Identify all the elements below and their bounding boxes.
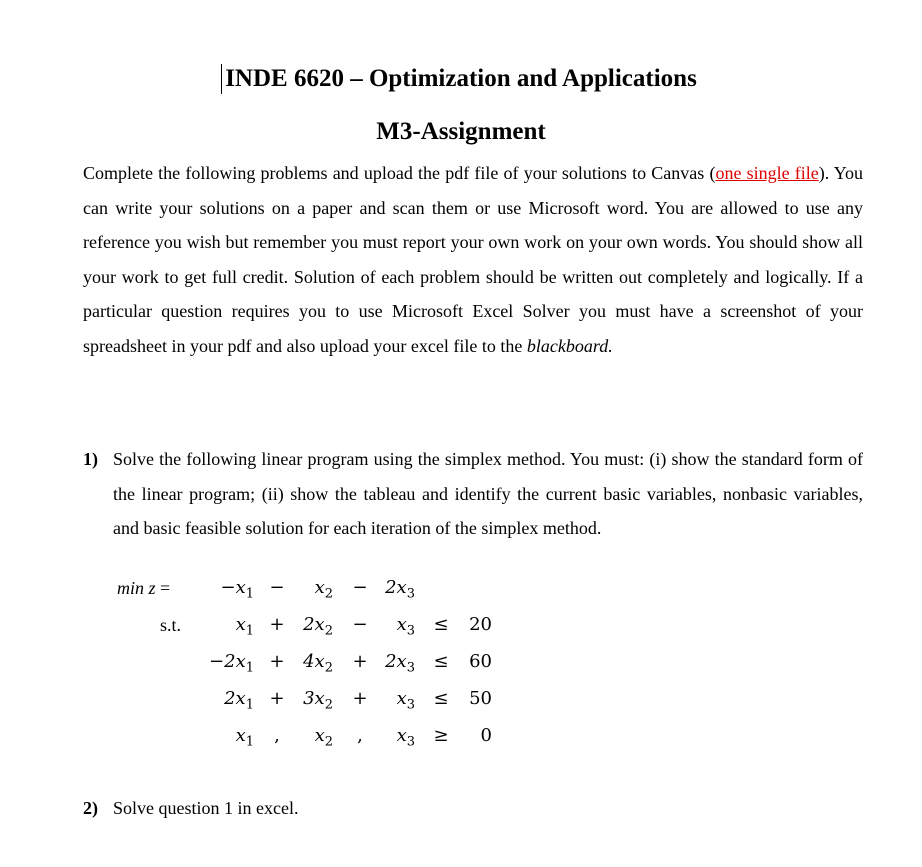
- lp-row-3-rhs: 60: [469, 651, 492, 672]
- lp-row-3-term-x1: [194, 651, 254, 680]
- lp-row-5-term-x1-coef: x: [235, 725, 246, 746]
- lp-row-4-relation: ≤: [433, 688, 449, 709]
- lp-row-1-term-x2: [273, 577, 333, 606]
- lp-row-4-rhs: 50: [469, 688, 492, 709]
- lp-row-2-term-x3: [355, 614, 415, 643]
- question-2: [83, 791, 863, 826]
- instructions-text-2: ). You can write your solutions on a paper and scan them or use Microsoft word. You are allowed to use any reference you wish but remember you must report your own work on your own words. You should show all your work to get full credit. Solution of each problem should be written out completely and logically. If a particular question requires you to use Microsoft Excel Solver you must have a screenshot of your spreadsheet in your pdf and also upload your excel file to the: [83, 163, 863, 356]
- lp-row-5-term-x2-coef: x: [314, 725, 325, 746]
- lp-row-3-relation: ≤: [433, 651, 449, 672]
- assignment-title: M3-Assignment: [376, 118, 546, 145]
- question-2-number: 2): [83, 798, 98, 818]
- lp-row-2-op-1: +: [269, 614, 285, 635]
- lp-row-5-term-x1: [194, 725, 254, 754]
- lp-row-4-term-x1: [194, 688, 254, 717]
- lp-row-1-term-x3-coef: 2x: [385, 577, 407, 598]
- lp-row-1-term-x2-coef: x: [314, 577, 325, 598]
- lp-row-5-term-x3-subscript: 3: [406, 734, 415, 750]
- lp-row-2-op-2: −: [352, 614, 368, 635]
- lp-row-1-op-2: −: [352, 577, 368, 598]
- lp-row-4-term-x2-coef: 3x: [303, 688, 325, 709]
- lp-row-3-op-1: +: [269, 651, 285, 672]
- lp-row-4-term-x1-subscript: 1: [245, 697, 254, 713]
- course-title: INDE 6620 – Optimization and Applications: [225, 65, 697, 92]
- question-1-number: 1): [83, 449, 98, 469]
- question-2-text: Solve question 1 in excel.: [113, 798, 299, 818]
- one-single-file-link[interactable]: one single file: [715, 163, 819, 183]
- objective-label: min z =: [117, 578, 171, 598]
- lp-row-5-relation: ≥: [433, 725, 449, 746]
- lp-row-2-term-x2-subscript: 2: [324, 623, 333, 639]
- lp-row-1-term-x1-coef: −x: [220, 577, 246, 598]
- lp-row-2-term-x1: [194, 614, 254, 643]
- lp-row-2-relation: ≤: [433, 614, 449, 635]
- lp-row-2-term-x1-subscript: 1: [245, 623, 254, 639]
- blackboard-emphasis: blackboard.: [526, 335, 613, 356]
- lp-row-3-term-x3-subscript: 3: [406, 660, 415, 676]
- lp-row-2-term-x1-coef: x: [235, 614, 246, 635]
- lp-row-1-term-x2-subscript: 2: [324, 586, 333, 602]
- lp-row-5-term-x3-coef: x: [396, 725, 407, 746]
- lp-row-4-op-2: +: [352, 688, 368, 709]
- lp-row-2-term-x3-coef: x: [396, 614, 407, 635]
- lp-row-5-op-2: ,: [357, 725, 363, 746]
- lp-row-5-term-x1-subscript: 1: [245, 734, 254, 750]
- lp-row-3-term-x3-coef: 2x: [385, 651, 407, 672]
- lp-row-5-op-1: ,: [274, 725, 280, 746]
- lp-row-3-term-x2: [273, 651, 333, 680]
- lp-row-3-term-x1-coef: −2x: [209, 651, 246, 672]
- lp-row-1-term-x1-subscript: 1: [245, 586, 254, 602]
- lp-row-4-term-x2: [273, 688, 333, 717]
- lp-row-3-term-x2-subscript: 2: [324, 660, 333, 676]
- lp-row-2-term-x3-subscript: 3: [406, 623, 415, 639]
- lp-row-4-term-x3-subscript: 3: [406, 697, 415, 713]
- lp-row-3-op-2: +: [352, 651, 368, 672]
- lp-row-4-term-x3-coef: x: [396, 688, 407, 709]
- lp-row-2-rhs: 20: [469, 614, 492, 635]
- constraints-label: s.t.: [160, 615, 182, 635]
- lp-row-5-term-x2-subscript: 2: [324, 734, 333, 750]
- lp-row-2-term-x2-coef: 2x: [303, 614, 325, 635]
- lp-row-5-term-x2: [273, 725, 333, 754]
- lp-row-5-rhs: 0: [480, 725, 492, 746]
- lp-row-4-op-1: +: [269, 688, 285, 709]
- lp-row-5-term-x3: [355, 725, 415, 754]
- lp-row-1-term-x3: [355, 577, 415, 606]
- question-1-text: Solve the following linear program using the simplex method. You must: (i) show the standard form of the linear program; (ii) show the tableau and identify the current basic variables, nonbasic variables, and basic feasible solution for each iteration of the simplex method.: [113, 449, 863, 538]
- lp-row-4-term-x2-subscript: 2: [324, 697, 333, 713]
- lp-row-4-term-x3: [355, 688, 415, 717]
- lp-row-1-op-1: −: [269, 577, 285, 598]
- instructions-text-1: Complete the following problems and upload the pdf file of your solutions to Canvas (: [83, 163, 716, 183]
- lp-row-2-term-x2: [273, 614, 333, 643]
- lp-row-3-term-x3: [355, 651, 415, 680]
- lp-row-3-term-x1-subscript: 1: [245, 660, 254, 676]
- lp-row-1-term-x3-subscript: 3: [406, 586, 415, 602]
- lp-row-3-term-x2-coef: 4x: [303, 651, 325, 672]
- lp-row-1-term-x1: [194, 577, 254, 606]
- lp-row-4-term-x1-coef: 2x: [224, 688, 246, 709]
